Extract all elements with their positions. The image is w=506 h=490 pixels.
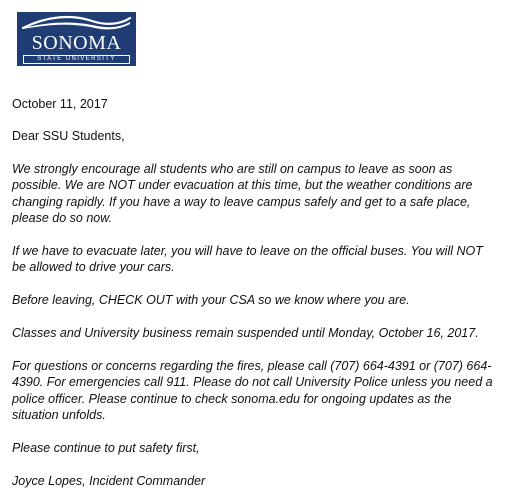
- letter-greeting: Dear SSU Students,: [12, 129, 125, 144]
- paragraph-classes-suspended: Classes and University business remain suspended until Monday, October 16, 2017.: [12, 326, 479, 341]
- sonoma-state-logo: [17, 12, 136, 66]
- paragraph-evacuation-advice: We strongly encourage all students who are still on campus to leave as soon as possible. We are NOT under evacuation at this time, but the weather conditions are changing rapidly. If you have a way to leave campus safely and get to a safe place, please do so now.: [12, 161, 473, 226]
- letter-date: October 11, 2017: [12, 97, 108, 111]
- letter-signature: Joyce Lopes, Incident Commander: [12, 474, 206, 489]
- logo-wordmark: SONOMA: [31, 32, 122, 54]
- paragraph-contact-info: For questions or concerns regarding the fires, please call (707) 664-4391 or (707) 664-4390. For emergencies call 911. Please do not call University Police unless you need a police officer. Please continue to check sonoma.edu for ongoing updates as the situation unfolds.: [12, 359, 493, 423]
- paragraph-check-out: Before leaving, CHECK OUT with your CSA so we know where you are.: [12, 293, 410, 308]
- paragraph-official-buses: If we have to evacuate later, you will have to leave on the official buses. You will NOT be allowed to drive your cars.: [12, 243, 483, 275]
- logo-subtitle: STATE UNIVERSITY: [23, 55, 130, 64]
- paragraph-closing: Please continue to put safety first,: [12, 441, 200, 456]
- letter-body: [12, 96, 498, 490]
